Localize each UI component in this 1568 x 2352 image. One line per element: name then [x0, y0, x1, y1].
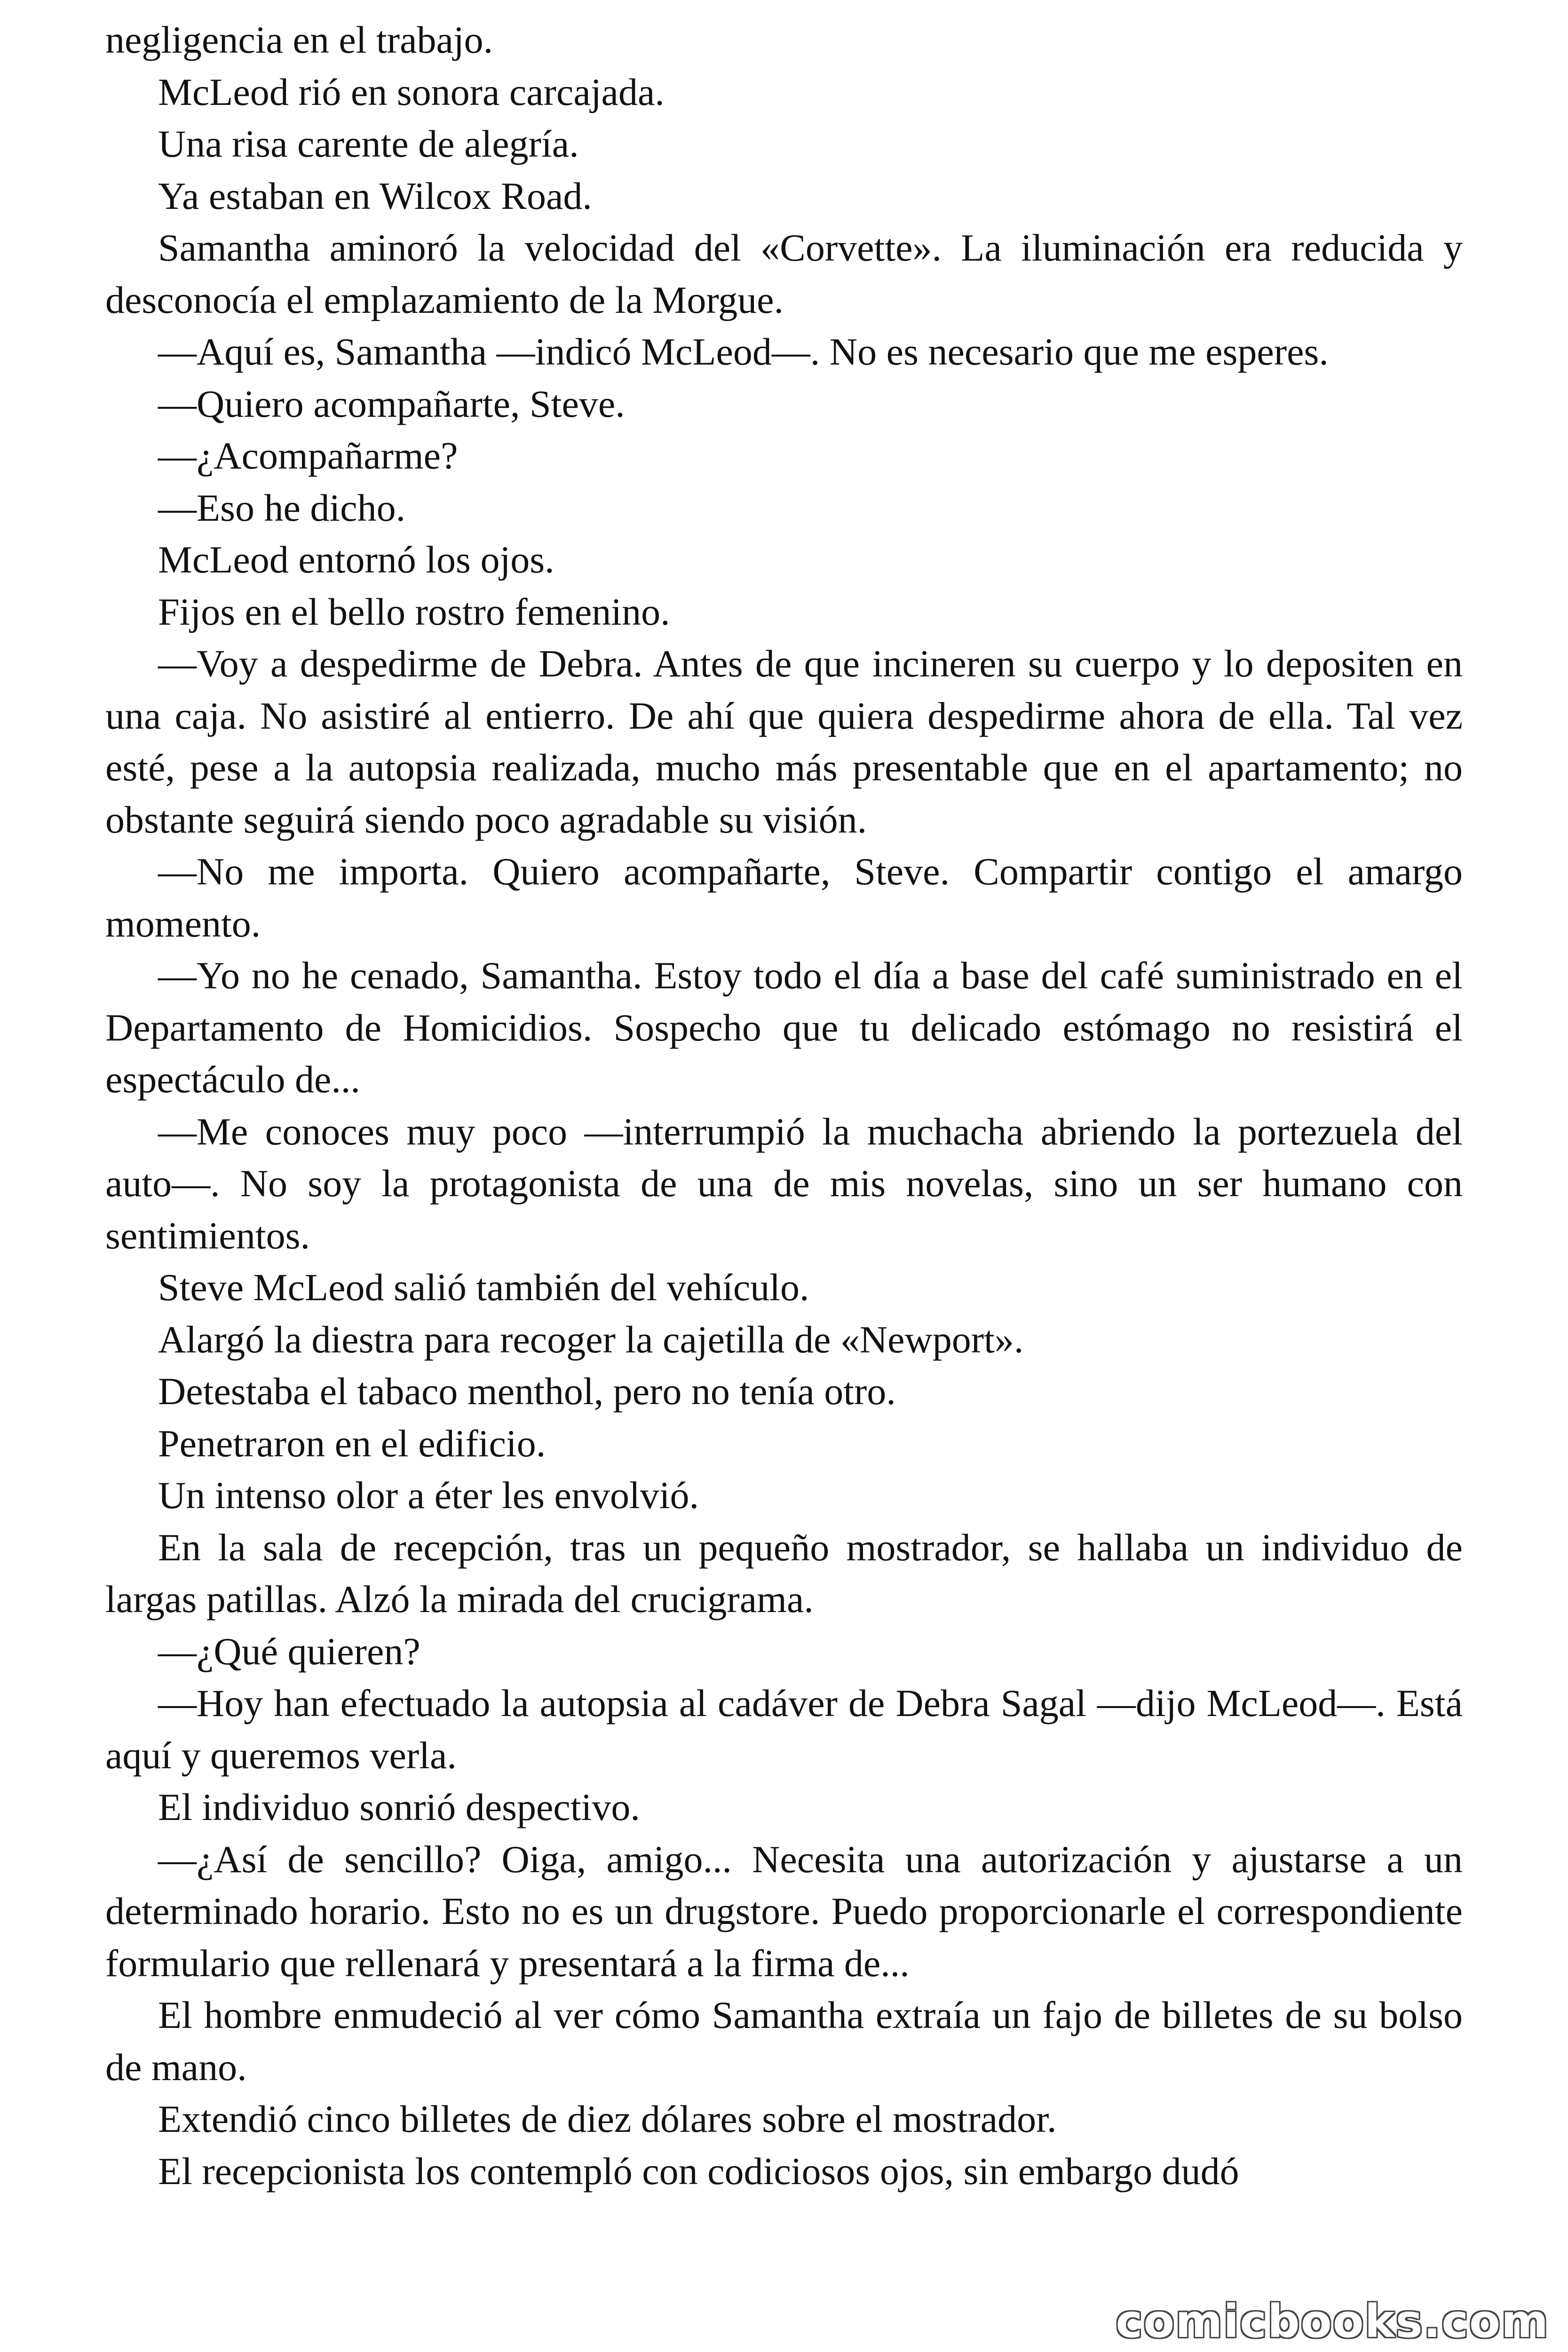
paragraph: El hombre enmudeció al ver cómo Samantha extraía un fajo de billetes de su bolso de mano. — [105, 1994, 1463, 2089]
paragraph: Alargó la diestra para recoger la cajetilla de «Newport». — [158, 1318, 1024, 1361]
paragraph: —Yo no he cenado, Samantha. Estoy todo el día a base del café suministrado en el Departamento de Homicidios. Sospecho que tu delicado estómago no resistirá el espectáculo de... — [105, 954, 1463, 1101]
paragraph: —¿Así de sencillo? Oiga, amigo... Necesita una autorización y ajustarse a un determinado horario. Esto no es un drugstore. Puedo proporcionarle el correspondiente formulario que rellenará y presentará a la firma de... — [105, 1837, 1463, 1985]
paragraph: —¿Acompañarme? — [158, 434, 458, 477]
paragraph: Una risa carente de alegría. — [158, 122, 579, 165]
paragraph: —Aquí es, Samantha —indicó McLeod—. No es necesario que me esperes. — [158, 330, 1329, 373]
paragraph: Samantha aminoró la velocidad del «Corvette». La iluminación era reducida y desconocía el emplazamiento de la Morgue. — [105, 226, 1463, 321]
paragraph: negligencia en el trabajo. — [105, 18, 493, 61]
paragraph: McLeod entornó los ojos. — [158, 538, 554, 581]
paragraph: Extendió cinco billetes de diez dólares sobre el mostrador. — [158, 2098, 1057, 2140]
paragraph: —Me conoces muy poco —interrumpió la muchacha abriendo la portezuela del auto—. No soy la protagonista de una de mis novelas, sino un ser humano con sentimientos. — [105, 1110, 1463, 1257]
paragraph: —Eso he dicho. — [158, 486, 406, 529]
paragraph: —¿Qué quieren? — [158, 1629, 420, 1673]
paragraph: Steve McLeod salió también del vehículo. — [158, 1266, 809, 1309]
paragraph: El individuo sonrió despectivo. — [158, 1786, 640, 1828]
body-text — [105, 14, 1463, 2197]
paragraph: Penetraron en el edificio. — [158, 1422, 546, 1465]
paragraph: El recepcionista los contempló con codiciosos ojos, sin embargo dudó — [158, 2149, 1239, 2193]
paragraph: —No me importa. Quiero acompañarte, Steve. Compartir contigo el amargo momento. — [105, 850, 1463, 945]
paragraph: McLeod rió en sonora carcajada. — [158, 70, 665, 113]
paragraph: Fijos en el bello rostro femenino. — [158, 590, 670, 633]
paragraph: Detestaba el tabaco menthol, pero no tenía otro. — [158, 1370, 896, 1413]
paragraph: Un intenso olor a éter les envolvió. — [158, 1474, 699, 1517]
paragraph: —Quiero acompañarte, Steve. — [158, 382, 625, 425]
paragraph: En la sala de recepción, tras un pequeño mostrador, se hallaba un individuo de largas patillas. Alzó la mirada del crucigrama. — [105, 1526, 1463, 1621]
paragraph: —Hoy han efectuado la autopsia al cadáver de Debra Sagal —dijo McLeod—. Está aquí y queremos verla. — [105, 1682, 1463, 1777]
paragraph: Ya estaban en Wilcox Road. — [158, 174, 592, 217]
watermark-logo: comicbooks.com — [1116, 2295, 1549, 2348]
paragraph: —Voy a despedirme de Debra. Antes de que incineren su cuerpo y lo depositen en una caja. No asistiré al entierro. De ahí que quiera despedirme ahora de ella. Tal vez esté, pese a la autopsia realizada, mucho más presentable que en el apartamento; no obstante seguirá siendo poco agradable su visión. — [105, 642, 1463, 841]
